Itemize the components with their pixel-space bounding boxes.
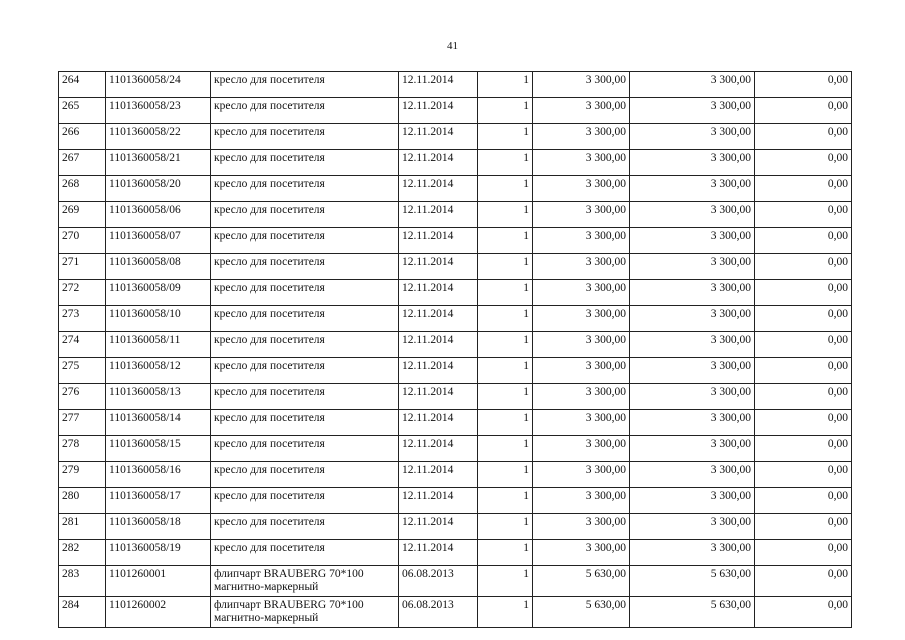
quantity: 1 xyxy=(478,384,533,410)
item-name: кресло для посетителя xyxy=(211,98,399,124)
item-name: кресло для посетителя xyxy=(211,332,399,358)
table-row xyxy=(59,514,852,540)
acquisition-date: 12.11.2014 xyxy=(399,280,478,306)
table-row xyxy=(59,410,852,436)
quantity: 1 xyxy=(478,72,533,98)
total-cost: 3 300,00 xyxy=(630,150,755,176)
inventory-number: 1101360058/09 xyxy=(106,280,211,306)
inventory-number: 1101360058/22 xyxy=(106,124,211,150)
quantity: 1 xyxy=(478,332,533,358)
row-number: 278 xyxy=(59,436,106,462)
residual-value: 0,00 xyxy=(755,254,852,280)
residual-value: 0,00 xyxy=(755,332,852,358)
quantity: 1 xyxy=(478,358,533,384)
table-row xyxy=(59,436,852,462)
row-number: 279 xyxy=(59,462,106,488)
acquisition-date: 12.11.2014 xyxy=(399,202,478,228)
quantity: 1 xyxy=(478,280,533,306)
acquisition-date: 12.11.2014 xyxy=(399,540,478,566)
total-cost: 3 300,00 xyxy=(630,280,755,306)
acquisition-date: 12.11.2014 xyxy=(399,514,478,540)
acquisition-date: 12.11.2014 xyxy=(399,72,478,98)
acquisition-date: 12.11.2014 xyxy=(399,124,478,150)
unit-price: 3 300,00 xyxy=(533,124,630,150)
table-row xyxy=(59,202,852,228)
table-row xyxy=(59,124,852,150)
inventory-number: 1101360058/24 xyxy=(106,72,211,98)
inventory-number: 1101360058/18 xyxy=(106,514,211,540)
row-number: 274 xyxy=(59,332,106,358)
residual-value: 0,00 xyxy=(755,566,852,597)
total-cost: 3 300,00 xyxy=(630,254,755,280)
residual-value: 0,00 xyxy=(755,410,852,436)
inventory-table xyxy=(58,71,852,628)
total-cost: 3 300,00 xyxy=(630,358,755,384)
row-number: 269 xyxy=(59,202,106,228)
quantity: 1 xyxy=(478,597,533,628)
quantity: 1 xyxy=(478,514,533,540)
inventory-number: 1101360058/10 xyxy=(106,306,211,332)
inventory-number: 1101360058/06 xyxy=(106,202,211,228)
acquisition-date: 12.11.2014 xyxy=(399,150,478,176)
unit-price: 3 300,00 xyxy=(533,410,630,436)
table-row xyxy=(59,150,852,176)
residual-value: 0,00 xyxy=(755,358,852,384)
total-cost: 3 300,00 xyxy=(630,228,755,254)
quantity: 1 xyxy=(478,98,533,124)
inventory-number: 1101360058/23 xyxy=(106,98,211,124)
total-cost: 3 300,00 xyxy=(630,306,755,332)
inventory-number: 1101360058/11 xyxy=(106,332,211,358)
acquisition-date: 12.11.2014 xyxy=(399,228,478,254)
item-name: кресло для посетителя xyxy=(211,514,399,540)
quantity: 1 xyxy=(478,540,533,566)
row-number: 268 xyxy=(59,176,106,202)
item-name: кресло для посетителя xyxy=(211,306,399,332)
quantity: 1 xyxy=(478,488,533,514)
unit-price: 5 630,00 xyxy=(533,597,630,628)
residual-value: 0,00 xyxy=(755,150,852,176)
inventory-number: 1101360058/08 xyxy=(106,254,211,280)
acquisition-date: 12.11.2014 xyxy=(399,410,478,436)
inventory-number: 1101360058/19 xyxy=(106,540,211,566)
unit-price: 3 300,00 xyxy=(533,462,630,488)
unit-price: 3 300,00 xyxy=(533,358,630,384)
residual-value: 0,00 xyxy=(755,124,852,150)
total-cost: 3 300,00 xyxy=(630,176,755,202)
quantity: 1 xyxy=(478,150,533,176)
unit-price: 3 300,00 xyxy=(533,176,630,202)
unit-price: 5 630,00 xyxy=(533,566,630,597)
item-name: кресло для посетителя xyxy=(211,72,399,98)
table-row xyxy=(59,306,852,332)
residual-value: 0,00 xyxy=(755,202,852,228)
unit-price: 3 300,00 xyxy=(533,228,630,254)
total-cost: 3 300,00 xyxy=(630,202,755,228)
total-cost: 3 300,00 xyxy=(630,436,755,462)
residual-value: 0,00 xyxy=(755,228,852,254)
quantity: 1 xyxy=(478,436,533,462)
acquisition-date: 12.11.2014 xyxy=(399,488,478,514)
quantity: 1 xyxy=(478,306,533,332)
quantity: 1 xyxy=(478,124,533,150)
acquisition-date: 06.08.2013 xyxy=(399,566,478,597)
row-number: 280 xyxy=(59,488,106,514)
residual-value: 0,00 xyxy=(755,98,852,124)
quantity: 1 xyxy=(478,410,533,436)
table-row xyxy=(59,254,852,280)
row-number: 271 xyxy=(59,254,106,280)
item-name: кресло для посетителя xyxy=(211,254,399,280)
row-number: 272 xyxy=(59,280,106,306)
total-cost: 3 300,00 xyxy=(630,98,755,124)
unit-price: 3 300,00 xyxy=(533,254,630,280)
quantity: 1 xyxy=(478,462,533,488)
item-name: кресло для посетителя xyxy=(211,358,399,384)
residual-value: 0,00 xyxy=(755,72,852,98)
row-number: 275 xyxy=(59,358,106,384)
table-row xyxy=(59,358,852,384)
item-name: кресло для посетителя xyxy=(211,436,399,462)
residual-value: 0,00 xyxy=(755,514,852,540)
inventory-number: 1101360058/14 xyxy=(106,410,211,436)
row-number: 282 xyxy=(59,540,106,566)
residual-value: 0,00 xyxy=(755,436,852,462)
item-name: кресло для посетителя xyxy=(211,280,399,306)
quantity: 1 xyxy=(478,176,533,202)
quantity: 1 xyxy=(478,228,533,254)
row-number: 281 xyxy=(59,514,106,540)
item-name: флипчарт BRAUBERG 70*100 магнитно-маркерный xyxy=(211,597,399,628)
acquisition-date: 12.11.2014 xyxy=(399,358,478,384)
row-number: 273 xyxy=(59,306,106,332)
item-name: кресло для посетителя xyxy=(211,462,399,488)
residual-value: 0,00 xyxy=(755,597,852,628)
total-cost: 3 300,00 xyxy=(630,72,755,98)
total-cost: 3 300,00 xyxy=(630,410,755,436)
quantity: 1 xyxy=(478,566,533,597)
table-row xyxy=(59,280,852,306)
unit-price: 3 300,00 xyxy=(533,540,630,566)
inventory-number: 1101360058/12 xyxy=(106,358,211,384)
item-name: кресло для посетителя xyxy=(211,202,399,228)
row-number: 270 xyxy=(59,228,106,254)
unit-price: 3 300,00 xyxy=(533,436,630,462)
item-name: кресло для посетителя xyxy=(211,150,399,176)
unit-price: 3 300,00 xyxy=(533,332,630,358)
inventory-number: 1101360058/20 xyxy=(106,176,211,202)
table-row xyxy=(59,332,852,358)
total-cost: 5 630,00 xyxy=(630,597,755,628)
table-row xyxy=(59,384,852,410)
unit-price: 3 300,00 xyxy=(533,280,630,306)
item-name: кресло для посетителя xyxy=(211,384,399,410)
row-number: 264 xyxy=(59,72,106,98)
table-row xyxy=(59,540,852,566)
unit-price: 3 300,00 xyxy=(533,306,630,332)
acquisition-date: 12.11.2014 xyxy=(399,98,478,124)
inventory-number: 1101260001 xyxy=(106,566,211,597)
acquisition-date: 06.08.2013 xyxy=(399,597,478,628)
unit-price: 3 300,00 xyxy=(533,514,630,540)
item-name: флипчарт BRAUBERG 70*100 магнитно-маркерный xyxy=(211,566,399,597)
acquisition-date: 12.11.2014 xyxy=(399,176,478,202)
item-name: кресло для посетителя xyxy=(211,228,399,254)
total-cost: 3 300,00 xyxy=(630,124,755,150)
inventory-number: 1101260002 xyxy=(106,597,211,628)
acquisition-date: 12.11.2014 xyxy=(399,384,478,410)
quantity: 1 xyxy=(478,202,533,228)
row-number: 265 xyxy=(59,98,106,124)
total-cost: 5 630,00 xyxy=(630,566,755,597)
unit-price: 3 300,00 xyxy=(533,384,630,410)
table-row xyxy=(59,597,852,628)
acquisition-date: 12.11.2014 xyxy=(399,436,478,462)
item-name: кресло для посетителя xyxy=(211,124,399,150)
table-row xyxy=(59,228,852,254)
unit-price: 3 300,00 xyxy=(533,98,630,124)
inventory-number: 1101360058/21 xyxy=(106,150,211,176)
row-number: 284 xyxy=(59,597,106,628)
page-number: 41 xyxy=(447,40,458,52)
inventory-number: 1101360058/07 xyxy=(106,228,211,254)
item-name: кресло для посетителя xyxy=(211,488,399,514)
table-row xyxy=(59,98,852,124)
acquisition-date: 12.11.2014 xyxy=(399,254,478,280)
unit-price: 3 300,00 xyxy=(533,72,630,98)
residual-value: 0,00 xyxy=(755,462,852,488)
residual-value: 0,00 xyxy=(755,488,852,514)
item-name: кресло для посетителя xyxy=(211,176,399,202)
residual-value: 0,00 xyxy=(755,306,852,332)
unit-price: 3 300,00 xyxy=(533,202,630,228)
acquisition-date: 12.11.2014 xyxy=(399,462,478,488)
table-row xyxy=(59,462,852,488)
table-row xyxy=(59,72,852,98)
table-row xyxy=(59,566,852,597)
row-number: 266 xyxy=(59,124,106,150)
total-cost: 3 300,00 xyxy=(630,488,755,514)
residual-value: 0,00 xyxy=(755,176,852,202)
residual-value: 0,00 xyxy=(755,384,852,410)
inventory-number: 1101360058/16 xyxy=(106,462,211,488)
inventory-number: 1101360058/13 xyxy=(106,384,211,410)
row-number: 283 xyxy=(59,566,106,597)
total-cost: 3 300,00 xyxy=(630,540,755,566)
total-cost: 3 300,00 xyxy=(630,384,755,410)
inventory-number: 1101360058/15 xyxy=(106,436,211,462)
unit-price: 3 300,00 xyxy=(533,488,630,514)
row-number: 267 xyxy=(59,150,106,176)
item-name: кресло для посетителя xyxy=(211,540,399,566)
total-cost: 3 300,00 xyxy=(630,514,755,540)
row-number: 277 xyxy=(59,410,106,436)
item-name: кресло для посетителя xyxy=(211,410,399,436)
acquisition-date: 12.11.2014 xyxy=(399,306,478,332)
unit-price: 3 300,00 xyxy=(533,150,630,176)
residual-value: 0,00 xyxy=(755,540,852,566)
inventory-number: 1101360058/17 xyxy=(106,488,211,514)
table-row xyxy=(59,488,852,514)
residual-value: 0,00 xyxy=(755,280,852,306)
total-cost: 3 300,00 xyxy=(630,462,755,488)
quantity: 1 xyxy=(478,254,533,280)
table-row xyxy=(59,176,852,202)
total-cost: 3 300,00 xyxy=(630,332,755,358)
acquisition-date: 12.11.2014 xyxy=(399,332,478,358)
row-number: 276 xyxy=(59,384,106,410)
